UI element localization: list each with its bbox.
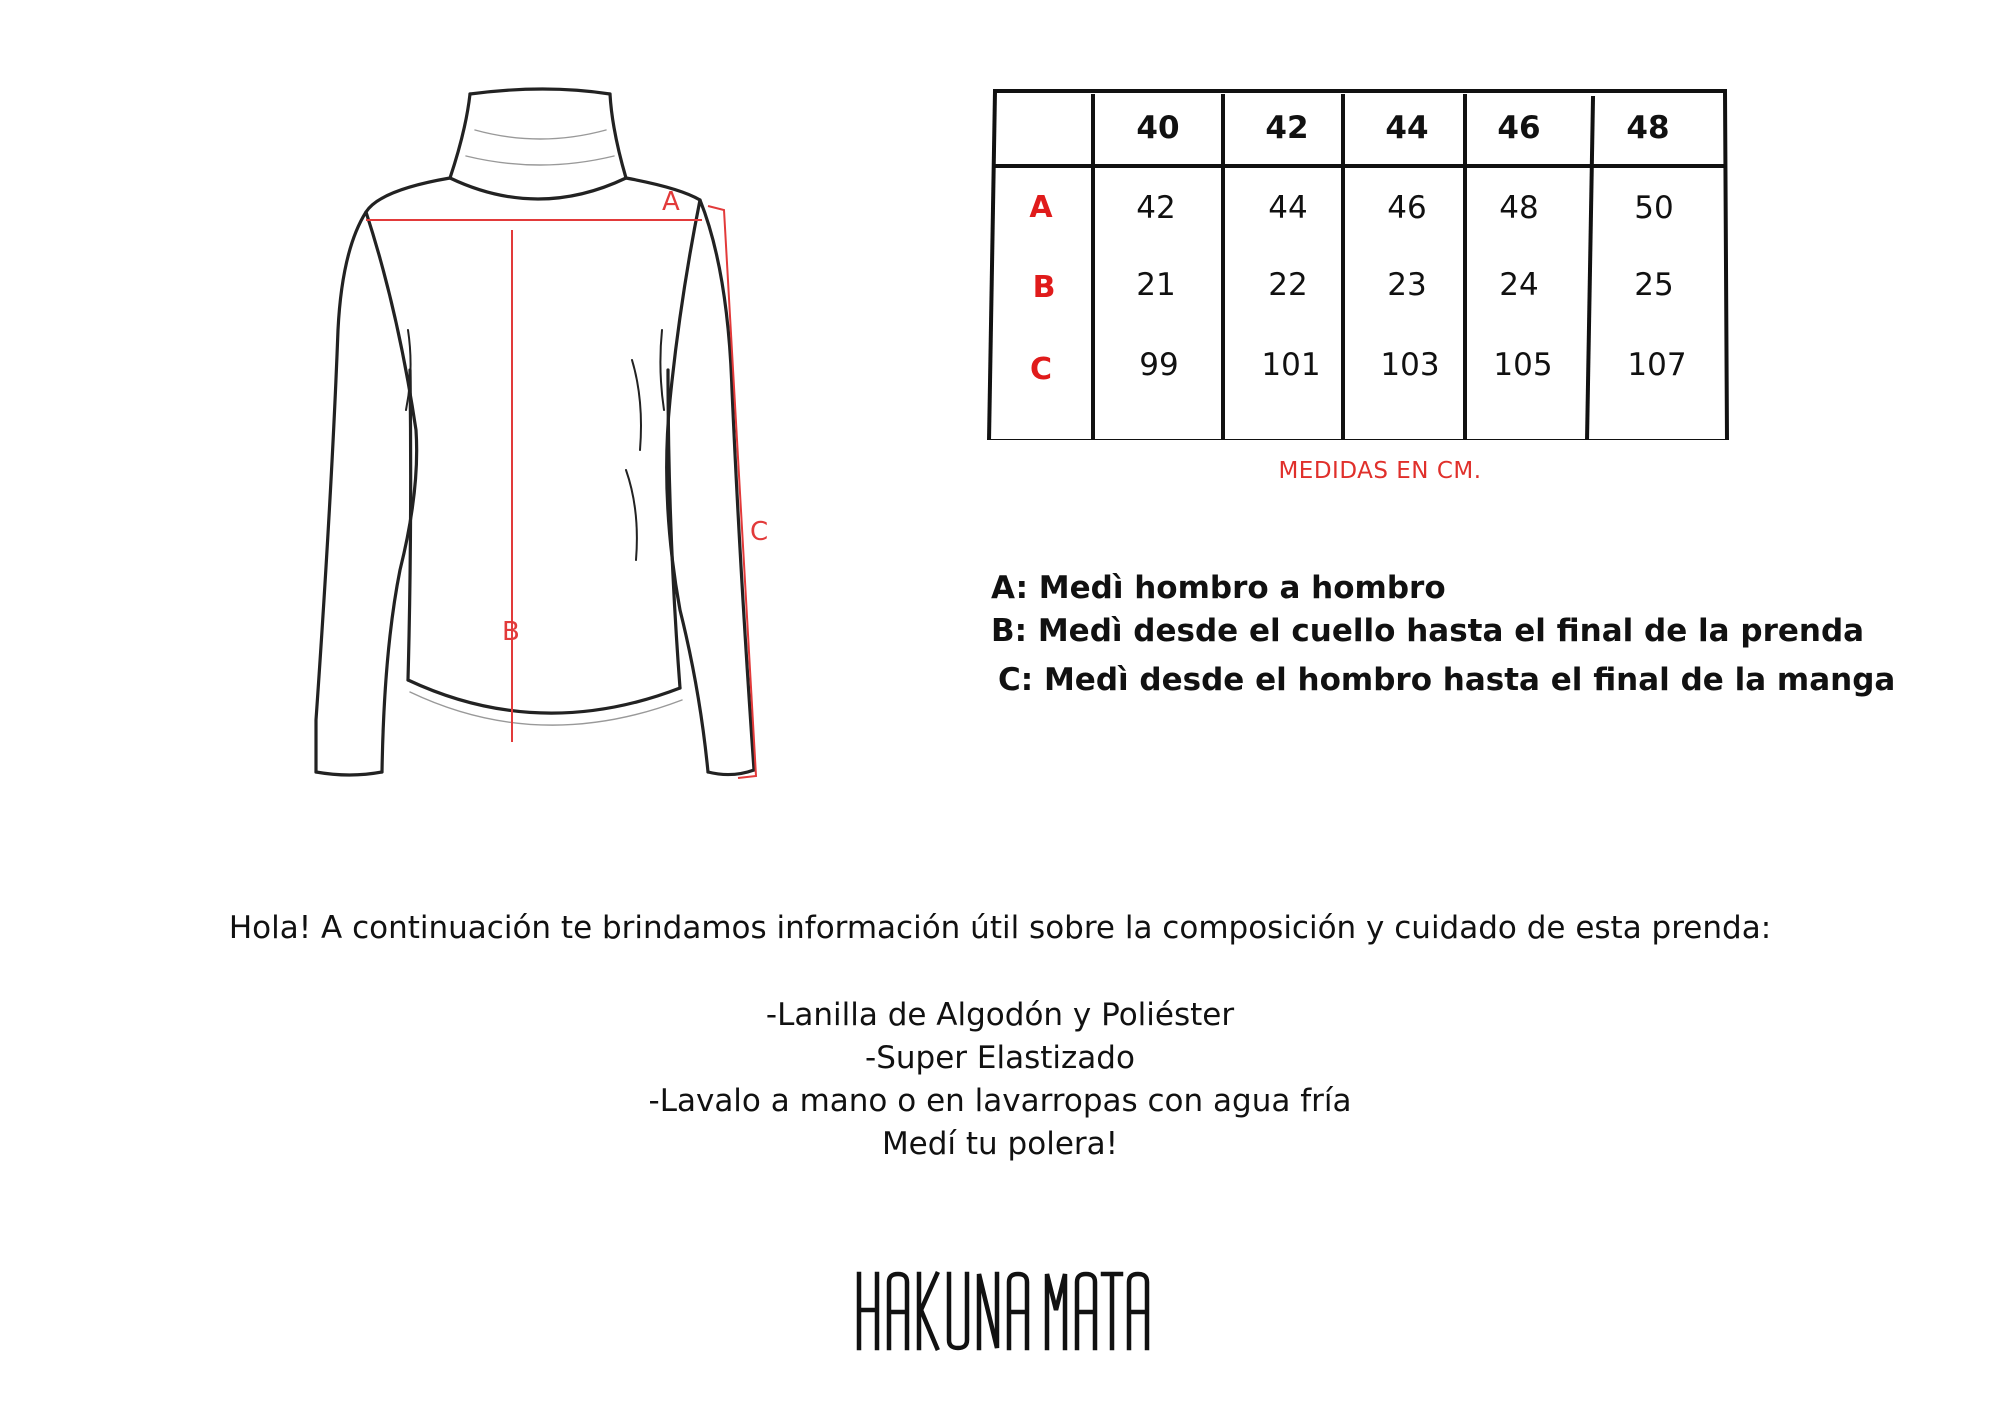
turtleneck-diagram [280,70,840,810]
size-header-44: 44 [1385,110,1429,146]
table-cell: 25 [1634,267,1674,303]
table-cell: 21 [1136,267,1176,303]
table-cell: 46 [1387,190,1427,226]
table-cell: 99 [1139,347,1179,383]
row-label-b: B [1032,270,1056,305]
table-cell: 23 [1387,267,1427,303]
row-label-c: C [1029,352,1053,387]
care-line-measure: Medí tu polera! [881,1126,1119,1162]
table-cell: 48 [1499,190,1539,226]
table-cell: 103 [1380,347,1440,383]
care-intro: Hola! A continuación te brindamos información útil sobre la composición y cuidado de esta prenda: [228,910,1772,946]
table-cell: 107 [1627,347,1687,383]
table-cell: 50 [1634,190,1674,226]
table-cell: 24 [1499,267,1539,303]
table-cell: 101 [1261,347,1321,383]
care-line-elastic: -Super Elastizado [865,1040,1135,1076]
brand-logo [855,1270,1155,1352]
legend-b: B: Medì desde el cuello hasta el final de la prenda [991,613,1865,649]
table-cell: 44 [1268,190,1308,226]
legend-c: C: Medì desde el hombro hasta el final de la manga [998,662,1896,698]
table-cell: 42 [1136,190,1176,226]
size-header-42: 42 [1265,110,1309,146]
row-label-a: A [1029,190,1053,225]
table-cell: 22 [1268,267,1308,303]
size-table [985,88,1730,440]
care-line-washing: -Lavalo a mano o en lavarropas con agua fría [648,1083,1352,1119]
size-header-46: 46 [1497,110,1541,146]
table-cell: 105 [1493,347,1553,383]
measure-label-b: B [502,617,520,647]
turtleneck-drawing [280,70,840,810]
measure-label-a: A [662,187,680,217]
care-line-composition: -Lanilla de Algodón y Poliéster [765,997,1235,1033]
brand-wordmark [855,1270,1155,1352]
measure-label-c: C [750,517,769,547]
size-header-48: 48 [1626,110,1670,146]
legend-a: A: Medì hombro a hombro [991,570,1446,606]
size-header-40: 40 [1136,110,1180,146]
units-note: MEDIDAS EN CM. [1278,458,1482,484]
